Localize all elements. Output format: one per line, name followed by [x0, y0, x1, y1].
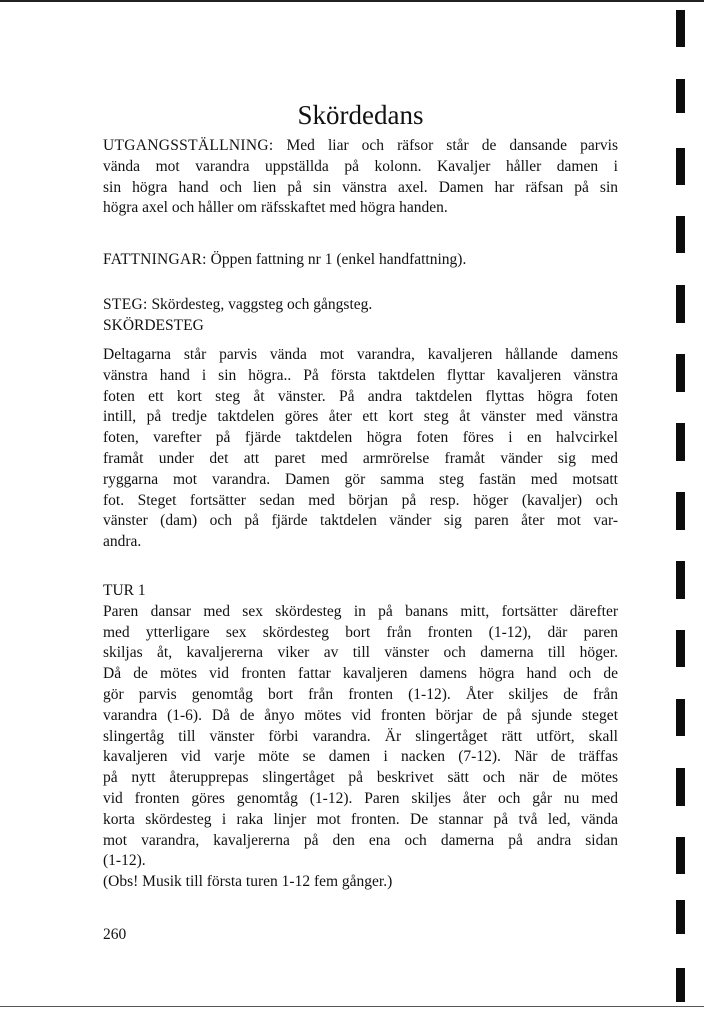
- edge-mark: [676, 900, 685, 934]
- top-edge-line: [0, 0, 704, 2]
- edge-mark: [676, 699, 685, 736]
- steg-paragraph: [103, 295, 618, 337]
- edge-mark: [676, 10, 685, 47]
- skordesteg-line: ryggarna mot varandra. Damen gör samma steg fastän med motsatt: [103, 470, 618, 488]
- fattningar-text: Öppen fattning nr 1 (enkel handfattning).: [206, 251, 467, 268]
- skordesteg-line: vänster (dam) och på fjärde taktdelen vänder sig paren åter mot var-: [103, 512, 618, 530]
- steg-text: Skördesteg, vaggsteg och gångsteg.: [147, 296, 373, 313]
- edge-mark: [676, 423, 685, 461]
- tur1-line: varandra (1-6). Då de ånyo mötes vid fronten börjar de på sjunde steget: [103, 706, 618, 724]
- edge-mark: [676, 216, 685, 253]
- skordesteg-heading: SKÖRDESTEG: [103, 316, 204, 334]
- skordesteg-line: foten ett kort steg åt vänster. På andra taktdelen flyttas högra foten: [103, 387, 618, 405]
- tur1-line: kavaljeren vid varje möte se damen i nacken (7-12). När de träffas: [103, 748, 618, 766]
- tur1-line: Då de mötes vid fronten fattar kavaljeren damens högra hand och de: [103, 665, 618, 683]
- edge-mark: [676, 630, 685, 667]
- skordesteg-line: framåt under det att paret med armrörelse framåt vänder sig med: [103, 449, 618, 467]
- tur1-line: vid fronten göres genomtåg (1-12). Paren skiljes åter och går nu med: [103, 789, 618, 807]
- tur1-line: med ytterligare sex skördesteg bort från fronten (1-12), där paren: [103, 623, 618, 641]
- edge-mark: [676, 837, 685, 874]
- skordesteg-line: Deltagarna står parvis vända mot varandra, kavaljeren hållande damens: [103, 346, 618, 363]
- tur1-line: på nytt återupprepas slingertåget på beskrivet sätt och när de mötes: [103, 769, 618, 787]
- utgangsstallning-line: högra axel och håller om räfsskaftet med högra handen.: [103, 199, 448, 217]
- tur1-line: skiljas åt, kavaljererna viker av till vänster och damerna till höger.: [103, 644, 618, 662]
- fattningar-paragraph: [103, 250, 618, 271]
- tur1-line: mot varandra, kavaljererna på den ena och damerna på andra sidan: [103, 831, 618, 849]
- tur1-paragraph: [103, 581, 618, 893]
- utgangsstallning-line: sin högra hand och lien på sin vänstra axel. Damen har räfsan på sin: [103, 178, 618, 196]
- edge-mark: [676, 492, 685, 530]
- tur1-line: Paren dansar med sex skördesteg in på banans mitt, fortsätter därefter: [103, 602, 618, 620]
- tur1-line: gör parvis genomtåg bort från fronten (1-12). Åter skiljes de från: [103, 685, 618, 703]
- edge-mark: [676, 968, 685, 1002]
- edge-mark: [676, 285, 685, 323]
- utgangsstallning-label: UTGANGSSTÄLLNING:: [103, 137, 274, 154]
- page-number: 260: [103, 926, 127, 943]
- utgangsstallning-line: vända mot varandra uppställda på kolonn. Kavaljer håller damen i: [103, 157, 618, 175]
- tur1-line: slingertåg till vänster förbi varandra. Är slingertåget rätt utfört, skall: [103, 727, 618, 745]
- tur1-note: (Obs! Musik till första turen 1-12 fem gånger.): [103, 873, 393, 891]
- tur1-heading: TUR 1: [103, 582, 146, 599]
- edge-index-marks: [676, 0, 688, 1009]
- skordesteg-line: andra.: [103, 533, 142, 551]
- skordesteg-line: intill, på tredje taktdelen göres åter ett kort steg åt vänster med vänstra: [103, 408, 618, 426]
- edge-mark: [676, 768, 685, 806]
- steg-label: STEG:: [103, 296, 148, 313]
- tur1-line: (1-12).: [103, 852, 146, 870]
- edge-mark: [676, 354, 685, 392]
- skordesteg-line: foten, varefter på fjärde taktdelen högra foten föres i en halvcirkel: [103, 429, 618, 447]
- skordesteg-line: vänstra hand i sin högra.. På första taktdelen flyttar kavaljeren vänstra: [103, 366, 618, 384]
- edge-mark: [676, 79, 685, 113]
- skordesteg-paragraph: [103, 345, 618, 553]
- utgangsstallning-paragraph: [103, 136, 618, 219]
- edge-mark: [676, 561, 685, 599]
- skordesteg-line: fot. Steget fortsätter sedan med början på resp. höger (kavaljer) och: [103, 491, 618, 509]
- page-title: Skördedans: [297, 100, 424, 130]
- edge-mark: [676, 148, 685, 185]
- fattningar-label: FATTNINGAR:: [103, 251, 207, 268]
- utgangsstallning-text: Med liar och räfsor står de dansande parvis: [273, 137, 618, 154]
- bottom-edge-line: [0, 1006, 704, 1007]
- tur1-line: korta skördesteg i raka linjer mot fronten. De stannar på två led, vända: [103, 810, 618, 828]
